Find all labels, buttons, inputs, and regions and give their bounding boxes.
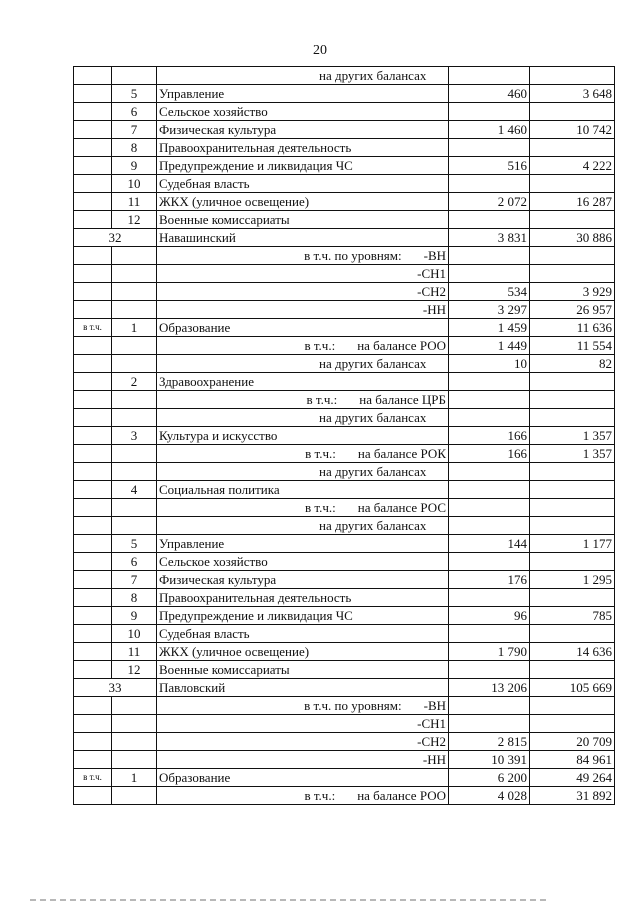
empty-cell	[74, 175, 112, 193]
balance-label	[157, 499, 449, 517]
empty-cell	[112, 697, 157, 715]
empty-cell	[112, 751, 157, 769]
empty-cell	[74, 751, 112, 769]
empty-cell	[74, 787, 112, 805]
value-col-1: 96	[449, 607, 530, 625]
district-name: Навашинский	[157, 229, 449, 247]
table-row	[74, 769, 615, 787]
value-col-1	[449, 175, 530, 193]
item-name: Сельское хозяйство	[157, 553, 449, 571]
empty-cell	[74, 499, 112, 517]
level-label: -СН2	[157, 283, 449, 301]
empty-cell	[112, 445, 157, 463]
value-col-1: 1 790	[449, 643, 530, 661]
item-name: Военные комиссариаты	[157, 211, 449, 229]
empty-cell	[112, 67, 157, 85]
level-label: -ВН	[423, 698, 446, 713]
item-name: Культура и искусство	[157, 427, 449, 445]
other-balances-label: на других балансах	[157, 463, 449, 481]
item-name: Правоохранительная деятельность	[157, 139, 449, 157]
empty-cell	[74, 715, 112, 733]
value-col-2	[530, 103, 615, 121]
item-name: Сельское хозяйство	[157, 103, 449, 121]
empty-cell	[74, 409, 112, 427]
balance-holder: на балансе ЦРБ	[359, 392, 446, 407]
value-col-2	[530, 391, 615, 409]
value-col-2: 105 669	[530, 679, 615, 697]
empty-cell	[74, 247, 112, 265]
balance-holder: на балансе РОС	[357, 500, 446, 515]
value-col-2: 785	[530, 607, 615, 625]
value-col-1: 176	[449, 571, 530, 589]
balance-holder: на балансе РОО	[357, 788, 446, 803]
table-row	[74, 355, 615, 373]
item-name: Образование	[157, 319, 449, 337]
levels-prefix: в т.ч. по уровням:	[304, 248, 402, 263]
value-col-1: 3 831	[449, 229, 530, 247]
table-row	[74, 607, 615, 625]
table-row	[74, 211, 615, 229]
value-col-1	[449, 499, 530, 517]
balance-holder: на балансе РОО	[357, 338, 446, 353]
table-row	[74, 553, 615, 571]
value-col-2	[530, 589, 615, 607]
table-row	[74, 499, 615, 517]
value-col-1	[449, 67, 530, 85]
value-col-2: 82	[530, 355, 615, 373]
item-number: 10	[112, 175, 157, 193]
table-row	[74, 715, 615, 733]
item-number: 10	[112, 625, 157, 643]
table-row	[74, 247, 615, 265]
district-number: 32	[74, 229, 157, 247]
item-number: 8	[112, 589, 157, 607]
empty-cell	[112, 265, 157, 283]
item-number: 6	[112, 103, 157, 121]
value-col-1: 1 459	[449, 319, 530, 337]
value-col-1	[449, 715, 530, 733]
empty-cell	[74, 571, 112, 589]
value-col-2	[530, 625, 615, 643]
item-number: 3	[112, 427, 157, 445]
item-name: Образование	[157, 769, 449, 787]
item-name: Предупреждение и ликвидация ЧС	[157, 607, 449, 625]
empty-cell	[74, 427, 112, 445]
empty-cell	[74, 373, 112, 391]
value-col-1: 2 072	[449, 193, 530, 211]
value-col-1: 166	[449, 445, 530, 463]
empty-cell	[74, 589, 112, 607]
table-row	[74, 67, 615, 85]
table-row	[74, 409, 615, 427]
table-row	[74, 283, 615, 301]
empty-cell	[74, 337, 112, 355]
other-balances-label: на других балансах	[157, 409, 449, 427]
value-col-2	[530, 211, 615, 229]
item-name: Судебная власть	[157, 625, 449, 643]
empty-cell	[112, 391, 157, 409]
empty-cell	[74, 391, 112, 409]
empty-cell	[74, 661, 112, 679]
value-col-2: 31 892	[530, 787, 615, 805]
including-prefix: в т.ч.:	[305, 500, 336, 515]
levels-prefix: в т.ч. по уровням:	[304, 698, 402, 713]
vtch-label: в т.ч.	[74, 769, 112, 787]
table-row	[74, 733, 615, 751]
table-row	[74, 535, 615, 553]
item-name: Правоохранительная деятельность	[157, 589, 449, 607]
item-name: Физическая культура	[157, 571, 449, 589]
value-col-1	[449, 661, 530, 679]
value-col-2	[530, 463, 615, 481]
item-name: Судебная власть	[157, 175, 449, 193]
value-col-1: 1 460	[449, 121, 530, 139]
value-col-1	[449, 517, 530, 535]
table-row	[74, 301, 615, 319]
item-number: 9	[112, 607, 157, 625]
empty-cell	[74, 697, 112, 715]
value-col-1: 516	[449, 157, 530, 175]
table-row	[74, 103, 615, 121]
item-name: ЖКХ (уличное освещение)	[157, 193, 449, 211]
table-row	[74, 85, 615, 103]
empty-cell	[74, 139, 112, 157]
value-col-2	[530, 139, 615, 157]
value-col-1	[449, 139, 530, 157]
value-col-2: 11 636	[530, 319, 615, 337]
item-number: 6	[112, 553, 157, 571]
value-col-1: 460	[449, 85, 530, 103]
table-body	[74, 67, 615, 805]
empty-cell	[112, 337, 157, 355]
table-row	[74, 751, 615, 769]
level-label: -СН1	[157, 265, 449, 283]
value-col-1: 534	[449, 283, 530, 301]
empty-cell	[112, 787, 157, 805]
empty-cell	[112, 715, 157, 733]
empty-cell	[74, 157, 112, 175]
table-row	[74, 139, 615, 157]
value-col-1	[449, 409, 530, 427]
item-name: Военные комиссариаты	[157, 661, 449, 679]
item-number: 11	[112, 643, 157, 661]
value-col-1: 1 449	[449, 337, 530, 355]
item-name: Социальная политика	[157, 481, 449, 499]
level-label: -СН1	[157, 715, 449, 733]
table-row	[74, 481, 615, 499]
table-row	[74, 157, 615, 175]
value-col-1	[449, 697, 530, 715]
table-row	[74, 373, 615, 391]
value-col-1: 4 028	[449, 787, 530, 805]
value-col-1: 3 297	[449, 301, 530, 319]
page-number: 20	[313, 43, 327, 58]
value-col-1	[449, 247, 530, 265]
value-col-2	[530, 517, 615, 535]
item-number: 9	[112, 157, 157, 175]
value-col-2: 1 177	[530, 535, 615, 553]
table-row	[74, 679, 615, 697]
value-col-2: 16 287	[530, 193, 615, 211]
value-col-2: 1 357	[530, 445, 615, 463]
value-col-1	[449, 463, 530, 481]
empty-cell	[112, 283, 157, 301]
empty-cell	[74, 517, 112, 535]
including-prefix: в т.ч.:	[305, 446, 336, 461]
value-col-1	[449, 481, 530, 499]
balance-label	[157, 337, 449, 355]
level-label: -НН	[157, 301, 449, 319]
empty-cell	[74, 625, 112, 643]
item-name: Управление	[157, 85, 449, 103]
empty-cell	[74, 301, 112, 319]
balance-label	[157, 787, 449, 805]
other-balances-label: на других балансах	[157, 517, 449, 535]
value-col-2	[530, 373, 615, 391]
empty-cell	[74, 283, 112, 301]
balance-label	[157, 391, 449, 409]
value-col-2: 30 886	[530, 229, 615, 247]
value-col-2	[530, 265, 615, 283]
item-number: 1	[112, 319, 157, 337]
value-col-2	[530, 661, 615, 679]
value-col-2: 4 222	[530, 157, 615, 175]
value-col-1: 10 391	[449, 751, 530, 769]
item-number: 2	[112, 373, 157, 391]
value-col-2	[530, 175, 615, 193]
value-col-2: 3 929	[530, 283, 615, 301]
district-name: Павловский	[157, 679, 449, 697]
value-col-1	[449, 553, 530, 571]
value-col-2	[530, 553, 615, 571]
empty-cell	[112, 499, 157, 517]
other-balances-label: на других балансах	[157, 67, 449, 85]
empty-cell	[74, 463, 112, 481]
value-col-1	[449, 265, 530, 283]
empty-cell	[112, 517, 157, 535]
item-name: ЖКХ (уличное освещение)	[157, 643, 449, 661]
table-row	[74, 589, 615, 607]
value-col-2: 20 709	[530, 733, 615, 751]
value-col-2	[530, 481, 615, 499]
value-col-2	[530, 67, 615, 85]
value-col-1	[449, 625, 530, 643]
value-col-2: 26 957	[530, 301, 615, 319]
empty-cell	[74, 553, 112, 571]
item-number: 12	[112, 661, 157, 679]
table-row	[74, 337, 615, 355]
value-col-2: 84 961	[530, 751, 615, 769]
table-row	[74, 661, 615, 679]
budget-table	[73, 66, 615, 805]
value-col-1: 2 815	[449, 733, 530, 751]
value-col-2: 49 264	[530, 769, 615, 787]
table-row	[74, 193, 615, 211]
including-prefix: в т.ч.:	[304, 338, 336, 353]
value-col-2	[530, 247, 615, 265]
table-row	[74, 445, 615, 463]
item-number: 5	[112, 85, 157, 103]
balance-label	[157, 445, 449, 463]
value-col-1: 13 206	[449, 679, 530, 697]
empty-cell	[74, 211, 112, 229]
district-number: 33	[74, 679, 157, 697]
table-row	[74, 175, 615, 193]
empty-cell	[74, 355, 112, 373]
levels-label	[157, 247, 449, 265]
empty-cell	[74, 481, 112, 499]
item-number: 7	[112, 571, 157, 589]
value-col-1	[449, 391, 530, 409]
empty-cell	[74, 535, 112, 553]
levels-label	[157, 697, 449, 715]
value-col-2: 10 742	[530, 121, 615, 139]
value-col-1	[449, 373, 530, 391]
item-name: Предупреждение и ликвидация ЧС	[157, 157, 449, 175]
value-col-2	[530, 499, 615, 517]
level-label: -ВН	[423, 248, 446, 263]
empty-cell	[74, 643, 112, 661]
item-number: 1	[112, 769, 157, 787]
table-row	[74, 517, 615, 535]
value-col-2	[530, 697, 615, 715]
empty-cell	[74, 85, 112, 103]
table-row	[74, 121, 615, 139]
empty-cell	[74, 121, 112, 139]
value-col-2	[530, 409, 615, 427]
empty-cell	[112, 409, 157, 427]
empty-cell	[112, 301, 157, 319]
scan-artifact-line	[30, 899, 550, 901]
table-row	[74, 229, 615, 247]
value-col-2	[530, 715, 615, 733]
level-label: -СН2	[157, 733, 449, 751]
value-col-1: 166	[449, 427, 530, 445]
table-row	[74, 427, 615, 445]
item-name: Управление	[157, 535, 449, 553]
table-row	[74, 319, 615, 337]
item-name: Физическая культура	[157, 121, 449, 139]
table-row	[74, 697, 615, 715]
table-row	[74, 265, 615, 283]
item-number: 4	[112, 481, 157, 499]
value-col-2: 14 636	[530, 643, 615, 661]
table-row	[74, 643, 615, 661]
empty-cell	[112, 247, 157, 265]
value-col-2: 1 295	[530, 571, 615, 589]
item-name: Здравоохранение	[157, 373, 449, 391]
value-col-2: 11 554	[530, 337, 615, 355]
including-prefix: в т.ч.:	[304, 788, 336, 803]
value-col-1: 10	[449, 355, 530, 373]
item-number: 5	[112, 535, 157, 553]
empty-cell	[74, 193, 112, 211]
empty-cell	[74, 265, 112, 283]
value-col-1: 6 200	[449, 769, 530, 787]
item-number: 7	[112, 121, 157, 139]
level-label: -НН	[157, 751, 449, 769]
item-number: 12	[112, 211, 157, 229]
empty-cell	[112, 355, 157, 373]
table-row	[74, 625, 615, 643]
empty-cell	[74, 607, 112, 625]
table-row	[74, 463, 615, 481]
value-col-1	[449, 103, 530, 121]
value-col-2: 1 357	[530, 427, 615, 445]
empty-cell	[74, 733, 112, 751]
empty-cell	[112, 463, 157, 481]
empty-cell	[74, 103, 112, 121]
vtch-label: в т.ч.	[74, 319, 112, 337]
value-col-1	[449, 589, 530, 607]
empty-cell	[74, 67, 112, 85]
item-number: 11	[112, 193, 157, 211]
value-col-2: 3 648	[530, 85, 615, 103]
value-col-1	[449, 211, 530, 229]
item-number: 8	[112, 139, 157, 157]
value-col-1: 144	[449, 535, 530, 553]
balance-holder: на балансе РОК	[357, 446, 446, 461]
table-row	[74, 787, 615, 805]
table-row	[74, 391, 615, 409]
including-prefix: в т.ч.:	[306, 392, 338, 407]
empty-cell	[74, 445, 112, 463]
other-balances-label: на других балансах	[157, 355, 449, 373]
empty-cell	[112, 733, 157, 751]
table-row	[74, 571, 615, 589]
